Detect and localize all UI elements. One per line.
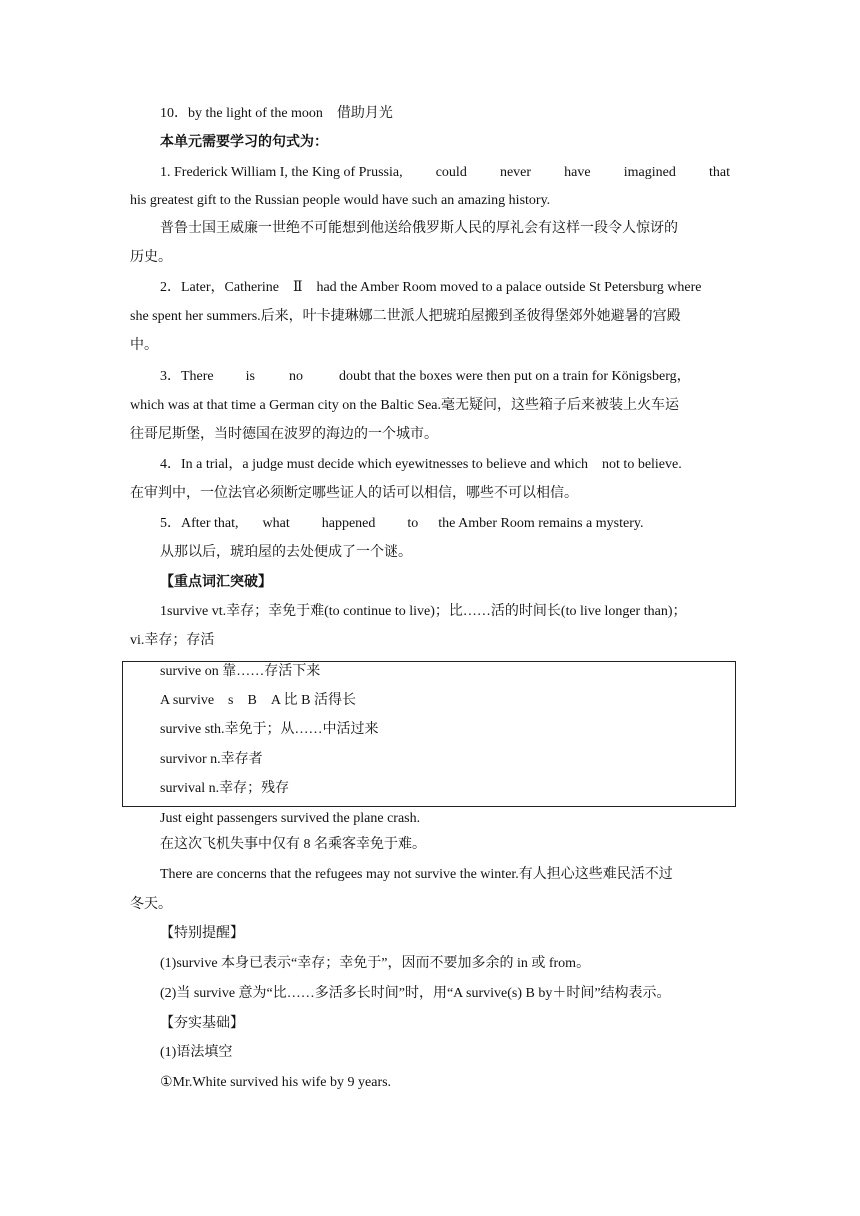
sentence-5-line-1 xyxy=(160,515,643,533)
s1-word: never xyxy=(499,165,532,180)
box-item: survivor n.幸存者 xyxy=(160,752,263,767)
example-2-line-1: There are concerns that the refugees may not survive the winter.有人担心这些难民活不过 xyxy=(160,867,673,882)
example-1-en: Just eight passengers survived the plane crash. xyxy=(160,811,421,826)
reminder-heading: 【特别提醒】 xyxy=(160,926,244,941)
sentence-2-line-1: 2．Later，Catherine Ⅱ had the Amber Room moved to a palace outside St Petersburg where xyxy=(160,280,702,295)
basics-1: (1)语法填空 xyxy=(160,1045,233,1060)
example-2-line-2: 冬天。 xyxy=(130,897,172,912)
sentence-3-line-2: which was at that time a German city on the Baltic Sea.毫无疑问，这些箱子后来被装上火车运 xyxy=(130,398,680,413)
example-1-cn: 在这次飞机失事中仅有 8 名乘客幸免于难。 xyxy=(160,837,426,852)
basics-item-1: ①Mr.White survived his wife by 9 years. xyxy=(160,1075,392,1090)
s1-word: have xyxy=(564,165,591,180)
s1-word: that xyxy=(708,165,730,180)
sentence-4-line-2: 在审判中，一位法官必须断定哪些证人的话可以相信，哪些不可以相信。 xyxy=(130,486,578,501)
basics-heading: 【夯实基础】 xyxy=(160,1016,244,1031)
s1-word: 1. Frederick William I, the King of Prussia, xyxy=(160,165,403,180)
vocab-heading: 【重点词汇突破】 xyxy=(160,575,272,590)
s5-word: 5．After that, xyxy=(160,516,239,531)
reminder-1: (1)survive 本身已表示“幸存；幸免于”，因而不要加多余的 in 或 from。 xyxy=(160,956,591,971)
s5-word: to xyxy=(407,516,419,531)
sentence-1-translation-1: 普鲁士国王威廉一世绝不可能想到他送给俄罗斯人民的厚礼会有这样一段令人惊讶的 xyxy=(160,221,678,236)
s3-word: doubt that the boxes were then put on a train for Königsberg， xyxy=(339,369,691,384)
s3-word: no xyxy=(289,369,303,384)
box-item: survive on 靠……存活下来 xyxy=(160,664,321,679)
reminder-2: (2)当 survive 意为“比……多活多长时间”时，用“A survive(s) B by＋时间”结构表示。 xyxy=(160,986,671,1001)
vocab-1-line-1: 1survive vt.幸存；幸免于难(to continue to live)；比……活的时间长(to live longer than)； xyxy=(160,604,687,619)
sentence-2-line-3: 中。 xyxy=(130,338,158,353)
s3-word: is xyxy=(245,369,255,384)
box-item: A survive s B A 比 B 活得长 xyxy=(160,693,357,708)
sentence-3-line-3: 往哥尼斯堡，当时德国在波罗的海边的一个城市。 xyxy=(130,427,438,442)
s5-word: happened xyxy=(321,516,376,531)
sentence-1-translation-2: 历史。 xyxy=(130,250,172,265)
s1-word: imagined xyxy=(623,165,676,180)
sentence-1-line-1 xyxy=(160,164,730,182)
s1-word: could xyxy=(435,165,467,180)
sentence-4-line-1: 4．In a trial，a judge must decide which eyewitnesses to believe and which not to believe. xyxy=(160,457,682,472)
vocab-1-line-2: vi.幸存；存活 xyxy=(130,633,215,648)
phrase-10: 10．by the light of the moon 借助月光 xyxy=(160,106,393,121)
sentence-1-line-2: his greatest gift to the Russian people would have such an amazing history. xyxy=(130,193,551,208)
sentence-2-line-2: she spent her summers.后来，叶卡捷琳娜二世派人把琥珀屋搬到圣彼得堡郊外她避暑的宫殿 xyxy=(130,309,681,324)
sentence-heading: 本单元需要学习的句式为： xyxy=(160,135,328,150)
s5-word: the Amber Room remains a mystery. xyxy=(438,516,644,531)
sentence-5-translation: 从那以后，琥珀屋的去处便成了一个谜。 xyxy=(160,545,412,560)
s3-word: 3．There xyxy=(160,369,214,384)
box-item: survive sth.幸免于；从……中活过来 xyxy=(160,722,379,737)
sentence-3-line-1 xyxy=(160,368,730,386)
s5-word: what xyxy=(262,516,290,531)
box-item: survival n.幸存；残存 xyxy=(160,781,290,796)
